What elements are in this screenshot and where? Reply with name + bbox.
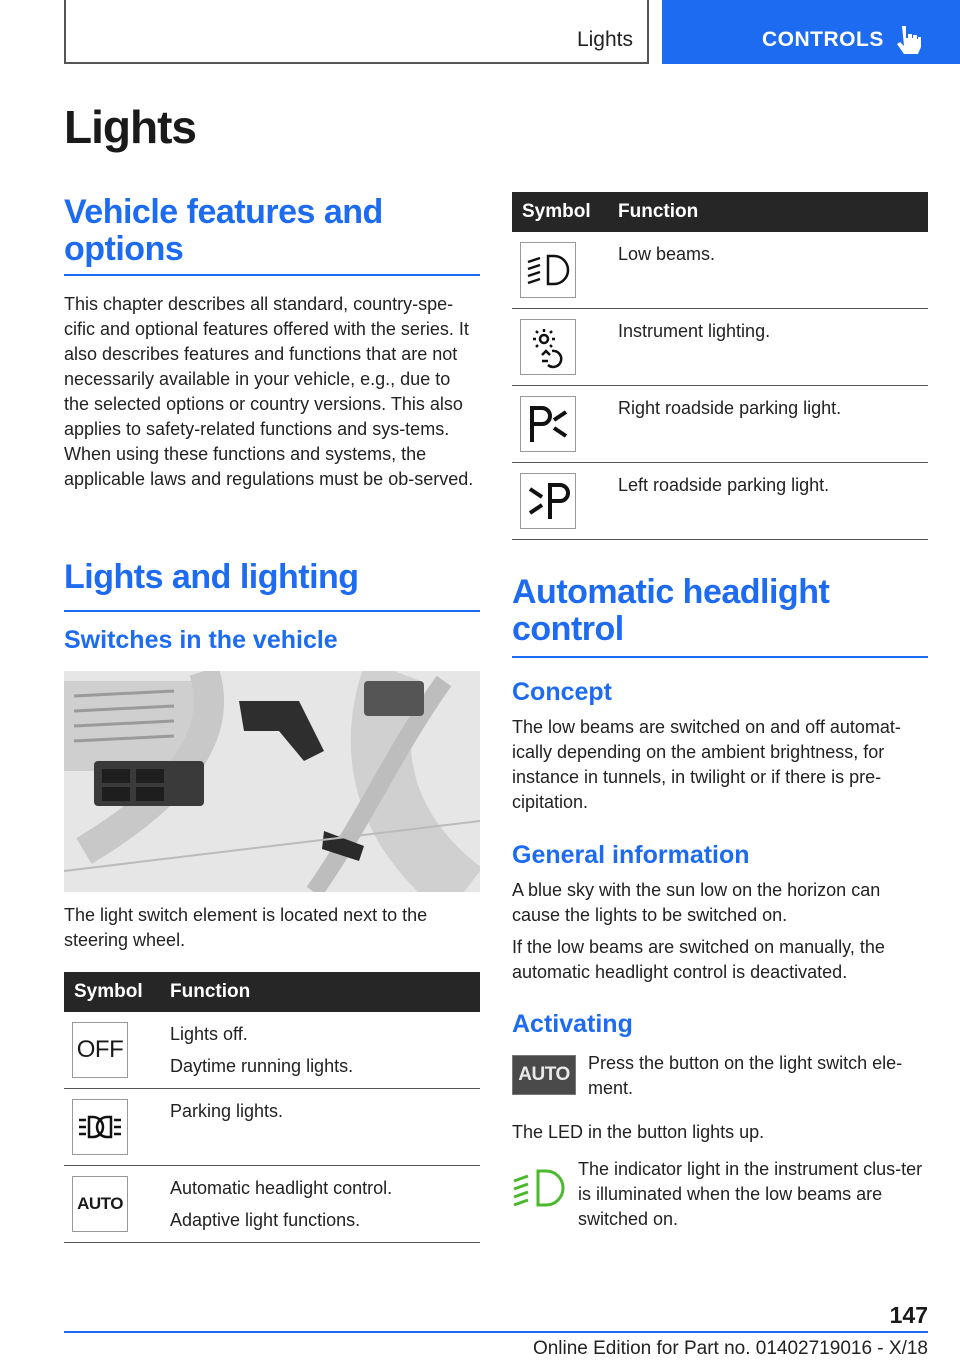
table-header-function: Function [170,972,480,1012]
switches-subheading: Switches in the vehicle [64,626,338,654]
switch-caption: The light switch element is located next to the steering wheel. [64,905,428,950]
header-section-title: Lights [576,28,633,51]
auto-button-icon: AUTO [512,1055,576,1095]
activating-heading: Activating [512,1010,633,1038]
low-beams-indicator-icon [512,1165,566,1211]
low-beams-icon [520,242,576,298]
auto-icon: AUTO [72,1176,128,1232]
footer-edition: Online Edition for Part no. 01402719016 - X/18 [532,1338,928,1359]
left-parking-light-icon [520,473,576,529]
function-text: Lights off. [170,1024,248,1044]
table-row [512,463,928,540]
footer-divider [64,1331,928,1333]
indicator-body: The indicator light in the instrument clus-ter is illuminated when the low beams are switched on. [578,1159,923,1229]
page-title: Lights [64,101,196,153]
general-info-body: A blue sky with the sun low on the horizon can cause the lights to be switched on. [512,880,881,925]
function-text: Low beams. [618,244,716,264]
page-number: 147 [889,1302,928,1328]
table-header-symbol: Symbol [64,972,170,1012]
general-info-heading: General information [512,841,750,869]
concept-body: The low beams are switched on and off automat-ically depending on the ambient brightness, for instance in tunnels, in twilight or if there is pre-cipitation. [512,717,901,812]
function-text: Daytime running lights. [170,1056,354,1076]
header-chapter-tab[interactable] [662,0,960,64]
table-row [64,1166,480,1243]
table-header-function: Function [618,192,928,232]
lights-and-lighting-heading: Lights and lighting [64,559,480,612]
instrument-lighting-icon [520,319,576,375]
table-row [512,232,928,309]
activating-body: Press the button on the light switch ele-ment. [588,1053,903,1098]
auto-headlight-heading: Automatic headlight control [512,574,928,658]
table-row [512,309,928,386]
light-switch-photo [64,671,480,892]
header-chapter-label: CONTROLS [762,28,884,51]
led-body: The LED in the button lights up. [512,1122,765,1142]
left-symbol-table [64,972,480,1243]
off-icon: OFF [72,1022,128,1078]
function-text: Adaptive light functions. [170,1210,361,1230]
vehicle-features-heading: Vehicle features and options [64,194,480,276]
table-row [64,1012,480,1089]
right-symbol-table [512,192,928,540]
general-info-body: If the low beams are switched on manually, the automatic headlight control is deactivated. [512,937,885,982]
right-parking-light-icon [520,396,576,452]
function-text: Automatic headlight control. [170,1178,393,1198]
table-row [64,1089,480,1166]
function-text: Left roadside parking light. [618,475,830,495]
table-row [512,386,928,463]
function-text: Parking lights. [170,1101,284,1121]
function-text: Right roadside parking light. [618,398,842,418]
vehicle-features-body: This chapter describes all standard, country-spe-cific and optional features offered with the series. It also describes features and functions that are not necessarily available in your vehicle, e.g., due to the selected options or country versions. This also applies to safety-related functions and sys-tems. When using these functions and systems, the applicable laws and regulations must be ob-served. [64,294,474,489]
header-section-box [64,0,649,64]
concept-heading: Concept [512,678,612,706]
table-header-symbol: Symbol [512,192,618,232]
function-text: Instrument lighting. [618,321,771,341]
parking-lights-icon [72,1099,128,1155]
hand-pointer-icon [894,24,922,56]
